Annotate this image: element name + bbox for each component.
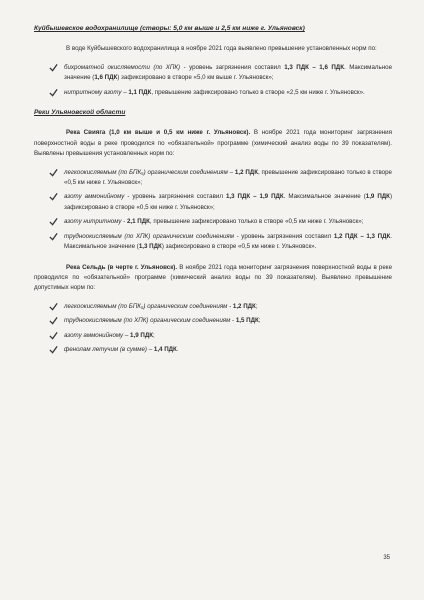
list-item [34,345,392,355]
list-item [34,192,392,213]
item-text: . Максимальное значение ( [64,63,393,82]
parameter-name: азоту аммонийному [64,193,125,201]
parameter-name: легкоокисляемым (по БПК₅) органическим соединениям [64,168,228,176]
parameter-name: легкоокисляемым (по БПК₅) органическим соединениям [64,302,228,310]
section-heading-rivers: Реки Ульяновской области [34,109,126,117]
item-text: . [176,345,179,353]
river-title-sviyaga: Река Свияга (1,0 км выше и 0,5 км ниже г. Ульяновск). [66,129,251,137]
parameter-name: бихроматной окисляемости (по ХПК) [64,63,181,71]
parameter-name: нитритному азоту [64,88,122,96]
item-text: ) зафиксировано в створе «0,5 км ниже г. Ульяновск»; [64,193,393,211]
checkmark-icon [49,345,59,355]
checkmark-icon [49,192,59,202]
checkmark-icon [49,232,59,242]
document-body [34,24,392,365]
item-text: - [121,218,127,226]
checkmark-icon [49,302,59,312]
item-text: - уровень загрязнения составил [180,63,285,71]
item-text: – [121,88,129,96]
item-text: - уровень загрязнения составил [233,232,334,240]
item-text: – [123,331,131,339]
parameter-name: трудноокисляемым (по ХПК) органическим соединениям [64,317,231,325]
checkmark-icon [49,316,59,326]
item-value: 2,1 ПДК [126,218,150,226]
paragraph-sviyaga [34,128,392,159]
item-value: 1,3 ПДК [138,243,162,251]
item-value: 1,2 ПДК [234,168,258,176]
item-text: , превышение зафиксировано только в створе «0,5 км ниже г. Ульяновск»; [149,218,364,226]
paragraph-text: В ноябре 2021 года мониторинг загрязнения поверхностной воды в реке проводился по «обязательной» программе (химический анализ воды по 39 показателям). Выявлены превышения установленных норм по: [34,129,392,158]
item-text: – [146,345,154,353]
exceedance-list-seld [34,302,392,356]
item-text: ) зафиксировано в створе «0,5 км ниже г. Ульяновск». [161,243,317,251]
checkmark-icon [49,63,59,73]
item-text: - уровень загрязнения составил [124,193,226,201]
section-heading-kuibyshev: Куйбышевское водохранилище (створы: 5,0 км выше и 2,5 км ниже г. Ульяновск) [34,25,305,32]
item-text: ; [153,331,155,339]
item-value: 1,6 ПДК [94,74,118,82]
item-text: - [227,302,233,310]
item-text: , превышение зафиксировано только в створе «0,5 км ниже г. Ульяновск»; [64,168,392,187]
item-value: 1,1 ПДК [128,88,152,96]
list-item [34,232,392,253]
checkmark-icon [49,217,59,227]
list-item [34,331,392,341]
item-text: ) зафиксировано в створе «5,0 км выше г. Ульяновск»; [117,74,274,82]
river-title-seld: Река Сельдь (в черте г. Ульяновск). [66,263,178,271]
parameter-name: азоту аммонийному [64,331,124,339]
item-text: – [227,168,235,176]
intro-paragraph-kuibyshev: В воде Куйбышевского водохранилища в ноябре 2021 года выявлено превышение установленных норм по: [66,45,377,53]
item-value: 1,2 ПДК [232,302,256,310]
item-text: ; [255,302,258,310]
page-number: 35 [383,555,390,561]
paragraph-text: В ноябре 2021 года мониторинг загрязнения поверхностной воды в реке проводился по «обязательной» программе (химический анализ воды по 39 показателям). Выявлено превышение допустимых норм по: [34,263,393,292]
item-value: 1,3 ПДК – 1,6 ПДК [284,63,344,71]
item-value: 1,9 ПДК [130,331,153,339]
item-value: 1,5 ПДК [235,317,259,325]
parameter-name: трудноокисляемым (по ХПК) органическим соединениям [64,232,234,240]
list-item [34,302,392,312]
item-value: 1,9 ПДК [365,193,390,201]
exceedance-list-kuibyshev [34,63,392,98]
item-value: 1,4 ПДК [153,345,177,353]
list-item [34,217,392,227]
parameter-name: азоту нитритному [64,218,122,226]
item-text: . Максимальное значение ( [64,232,392,251]
paragraph-seld [34,263,392,294]
item-text: ; [258,317,261,325]
item-text: - [230,317,236,325]
list-item [34,316,392,326]
checkmark-icon [49,168,59,178]
item-text: , превышение зафиксировано только в створе «2,5 км ниже г. Ульяновск». [151,88,365,96]
list-item [34,63,392,84]
item-value: 1,3 ПДК – 1,9 ПДК [225,193,284,201]
list-item [34,88,392,98]
item-value: 1,2 ПДК – 1,3 ПДК [333,232,391,240]
exceedance-list-sviyaga [34,168,392,253]
list-item [34,168,392,189]
parameter-name: фенолам летучим (в сумме) [64,345,147,353]
item-text: . Максимальное значение ( [283,193,366,201]
checkmark-icon [49,331,59,341]
checkmark-icon [49,88,59,98]
